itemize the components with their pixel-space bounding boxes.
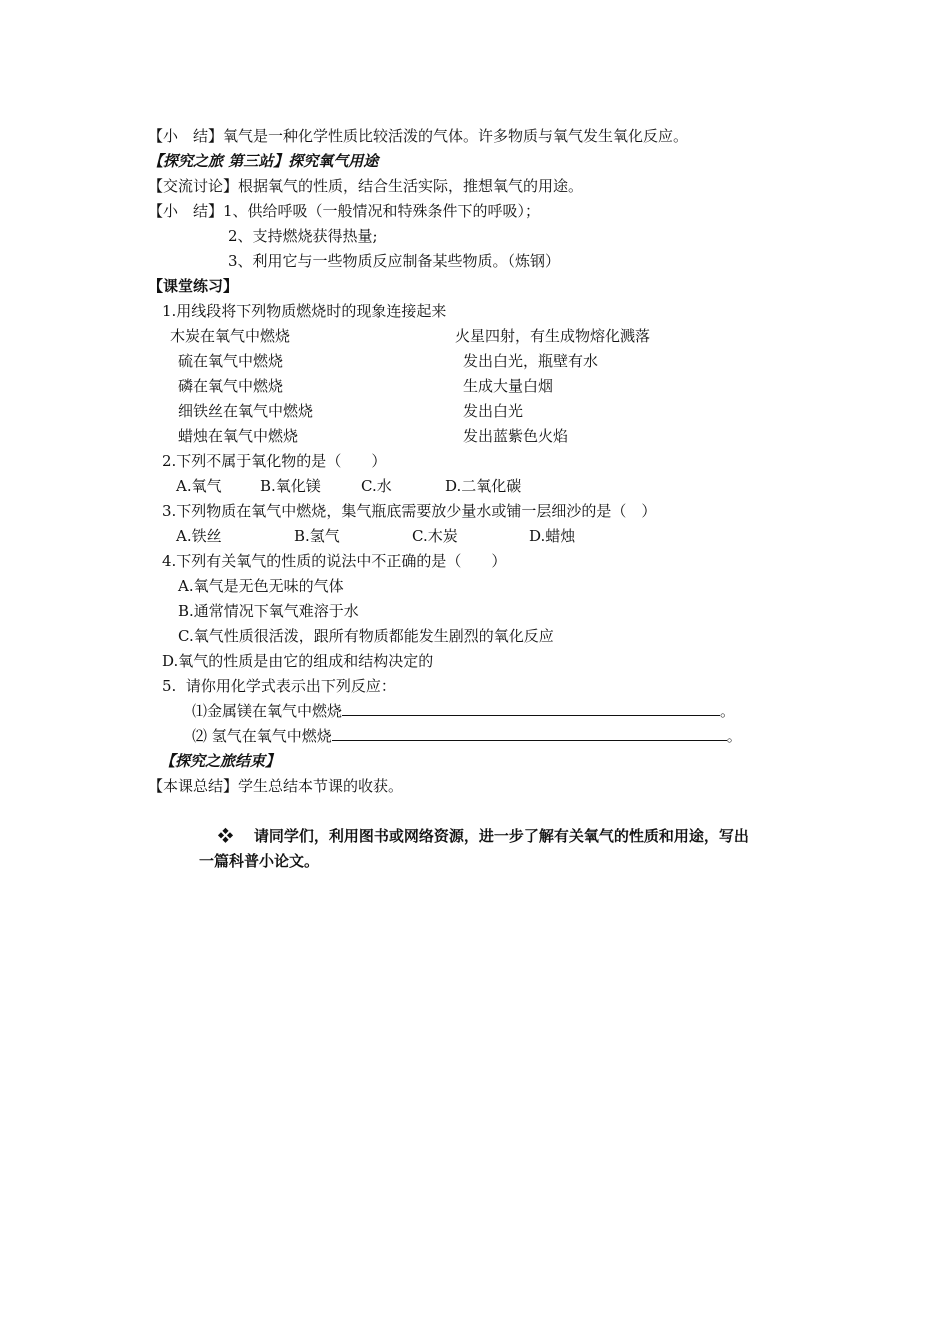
discussion-paragraph: 【交流讨论】根据氧气的性质，结合生活实际，推想氧气的用途。 xyxy=(148,177,584,195)
q1-right-item: 生成大量白烟 xyxy=(463,377,554,395)
lesson-summary: 【本课总结】学生总结本节课的收获。 xyxy=(148,777,404,795)
q5-sub2-answer-blank[interactable] xyxy=(332,726,727,741)
summary-uses-item2: 2、支持燃烧获得热量; xyxy=(228,227,378,245)
q5-sub1 xyxy=(192,701,735,721)
q1-right-item: 发出蓝紫色火焰 xyxy=(463,427,569,445)
practice-heading: 【课堂练习】 xyxy=(148,277,239,295)
q4-stem: 4.下列有关氧气的性质的说法中不正确的是（ ） xyxy=(162,552,507,570)
q5-sub1-answer-blank[interactable] xyxy=(342,701,720,716)
homework-line1 xyxy=(218,826,749,846)
q1-right-item: 发出白光，瓶壁有水 xyxy=(463,352,599,370)
q1-left-item: 细铁丝在氧气中燃烧 xyxy=(178,402,314,420)
q3-option: C.木炭 xyxy=(412,527,458,545)
q1-stem: 1.用线段将下列物质燃烧时的现象连接起来 xyxy=(162,302,447,320)
q5-sub2-label: ⑵ 氢气在氧气中燃烧 xyxy=(192,727,332,745)
q5-stem: 5. 请你用化学式表示出下列反应： xyxy=(162,677,396,695)
q3-option: B.氢气 xyxy=(294,527,340,545)
summary-uses-item3: 3、利用它与一些物质反应制备某些物质。（炼钢） xyxy=(228,252,561,270)
q4-option: A.氧气是无色无味的气体 xyxy=(178,577,344,595)
q3-stem: 3.下列物质在氧气中燃烧，集气瓶底需要放少量水或铺一层细沙的是（ ） xyxy=(162,502,657,520)
q3-option: A.铁丝 xyxy=(176,527,222,545)
q3-option: D.蜡烛 xyxy=(529,527,576,545)
homework-line2: 一篇科普小论文。 xyxy=(199,852,320,870)
q4-option: D.氧气的性质是由它的组成和结构决定的 xyxy=(162,652,434,670)
q2-option: D.二氧化碳 xyxy=(445,477,522,495)
q1-right-item: 发出白光 xyxy=(463,402,524,420)
q1-left-item: 木炭在氧气中燃烧 xyxy=(170,327,291,345)
q2-option: A.氧气 xyxy=(176,477,222,495)
q1-left-item: 蜡烛在氧气中燃烧 xyxy=(178,427,299,445)
q1-right-item: 火星四射，有生成物熔化溅落 xyxy=(455,327,651,345)
q1-left-item: 磷在氧气中燃烧 xyxy=(178,377,284,395)
summary-oxygen-activity: 【小 结】氧气是一种化学性质比较活泼的气体。许多物质与氧气发生氧化反应。 xyxy=(148,127,689,145)
q5-sub1-period: 。 xyxy=(720,702,736,720)
q1-left-item: 硫在氧气中燃烧 xyxy=(178,352,284,370)
q5-sub1-label: ⑴金属镁在氧气中燃烧 xyxy=(192,702,343,720)
diamond-bullet-icon: ❖ xyxy=(218,827,234,845)
q4-option: C.氧气性质很活泼，跟所有物质都能发生剧烈的氧化反应 xyxy=(178,627,554,645)
end-heading: 【探究之旅结束】 xyxy=(160,752,281,770)
summary-uses-item1: 【小 结】1、供给呼吸（一般情况和特殊条件下的呼吸）； xyxy=(148,202,541,220)
q4-option: B.通常情况下氧气难溶于水 xyxy=(178,602,359,620)
q5-sub2 xyxy=(192,726,742,746)
q2-stem: 2.下列不属于氧化物的是（ ） xyxy=(162,452,387,470)
q5-sub2-period: 。 xyxy=(726,727,742,745)
q2-option: B.氧化镁 xyxy=(260,477,321,495)
station3-heading: 【探究之旅 第三站】探究氧气用途 xyxy=(148,152,379,170)
q2-option: C.水 xyxy=(361,477,392,495)
homework-text: 请同学们，利用图书或网络资源，进一步了解有关氧气的性质和用途，写出 xyxy=(253,827,749,845)
